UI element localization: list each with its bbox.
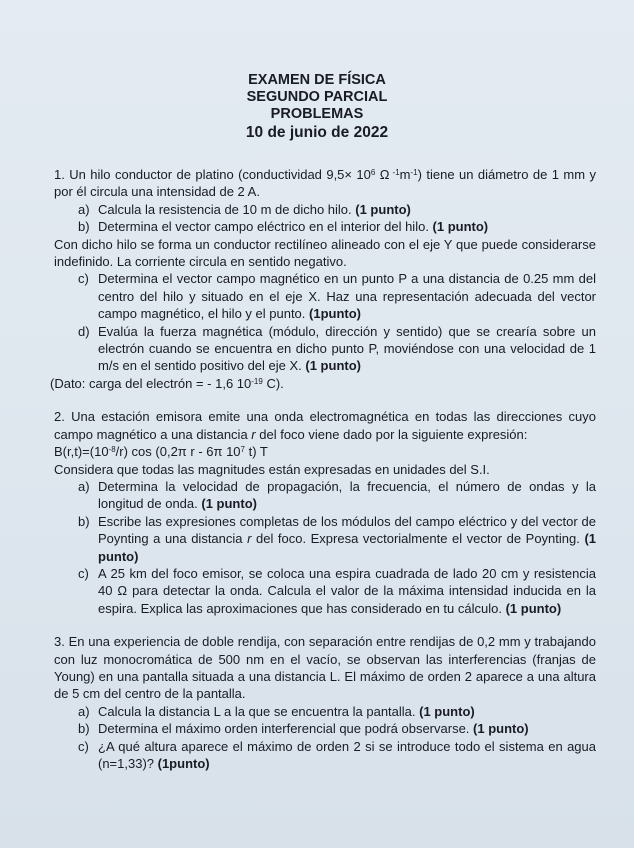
problem-1-item-a: a) Calcula la resistencia de 10 m de dicho hilo. (1 punto) xyxy=(78,201,411,217)
problem-2 xyxy=(54,408,596,617)
exam-subtitle: SEGUNDO PARCIAL xyxy=(246,89,388,105)
problem-2-consider: Considera que todas las magnitudes están expresadas en unidades del S.I. xyxy=(54,461,490,477)
exam-date: 10 de junio de 2022 xyxy=(245,124,389,141)
exam-header xyxy=(0,72,634,142)
problem-2-intro: 2. Una estación emisora emite una onda electromagnética en todas las direcciones cuyo campo magnético a una distancia r del foco viene dado por la siguiente expresión: xyxy=(54,409,596,442)
problem-1-intro: 1. Un hilo conductor de platino (conductividad $9,5\times 10^6$ Ω $^{-1}m^{-1}$) tiene un diámetro de 1 mm y por él circula una intensidad de 2 A. xyxy=(54,167,596,200)
problem-3-item-a: a) Calcula la distancia L a la que se encuentra la pantalla. (1 punto) xyxy=(78,703,475,719)
problem-2-item-c: c) A 25 km del foco emisor, se coloca una espira cuadrada de lado 20 cm y resistencia 40 Ω para detectar la onda. Calcula el valor de la máxima intensidad inducida en la espira. Explica las aproximaciones que has considerado en tu cálculo. (1 punto) xyxy=(78,565,596,616)
problem-3-item-c: c) ¿A qué altura aparece el máximo de orden 2 si se introduce todo el sistema en agua (n=1,33)? (1punto) xyxy=(78,738,596,771)
problem-1-middle: Con dicho hilo se forma un conductor rectilíneo alineado con el eje Y que puede considerarse indefinido. La corriente circula en sentido negativo. xyxy=(54,236,596,270)
problem-2-item-a: a) Determina la velocidad de propagación, la frecuencia, el número de ondas y la longitud de onda. (1 punto) xyxy=(78,478,596,512)
problem-3 xyxy=(54,633,596,772)
exam-section: PROBLEMAS xyxy=(270,106,364,122)
problem-3-item-b: b) Determina el máximo orden interferencial que podrá observarse. (1 punto) xyxy=(78,721,529,737)
problem-1-data-note: (Dato: carga del electrón = - 1,6 $10^{-19}$ C). xyxy=(50,375,284,391)
problem-2-item-b: b) Escribe las expresiones completas de los módulos del campo eléctrico y del vector de Poynting a una distancia r del foco. Expresa vectorialmente el vector de Poynting. (1 punto) xyxy=(78,513,596,564)
problem-1-item-d: d) Evalúa la fuerza magnética (módulo, dirección y sentido) que se crearía sobre un electrón cuando se encuentra en dicho punto P, moviéndose con una velocidad de 1 m/s en el sentido positivo del eje X. (1 punto) xyxy=(78,323,596,374)
problem-1-item-c: c) Determina el vector campo magnético en un punto P a una distancia de 0.25 mm del centro del hilo y situado en el eje X. Haz una representación adecuada del vector campo magnético, el hilo y el punto. (1punto) xyxy=(78,271,596,322)
problem-2-formula: $B(r,t)=(10^{-8}/r)$ cos (0,2π r - 6π $10^7$ t) T xyxy=(54,444,268,460)
problem-1-item-b: b) Determina el vector campo eléctrico en el interior del hilo. (1 punto) xyxy=(78,219,489,235)
problem-3-intro: 3. En una experiencia de doble rendija, con separación entre rendijas de 0,2 mm y trabajando con luz monocromática de 500 nm en el vacío, se observan las interferencias (franjas de Young) en una pantalla situada a una distancia L. El máximo de orden 2 aparece a una altura de 5 cm del centro de la pantalla. xyxy=(54,634,596,702)
problem-1 xyxy=(50,166,596,392)
exam-content xyxy=(50,166,596,772)
exam-title: EXAMEN DE FÍSICA xyxy=(248,72,386,88)
